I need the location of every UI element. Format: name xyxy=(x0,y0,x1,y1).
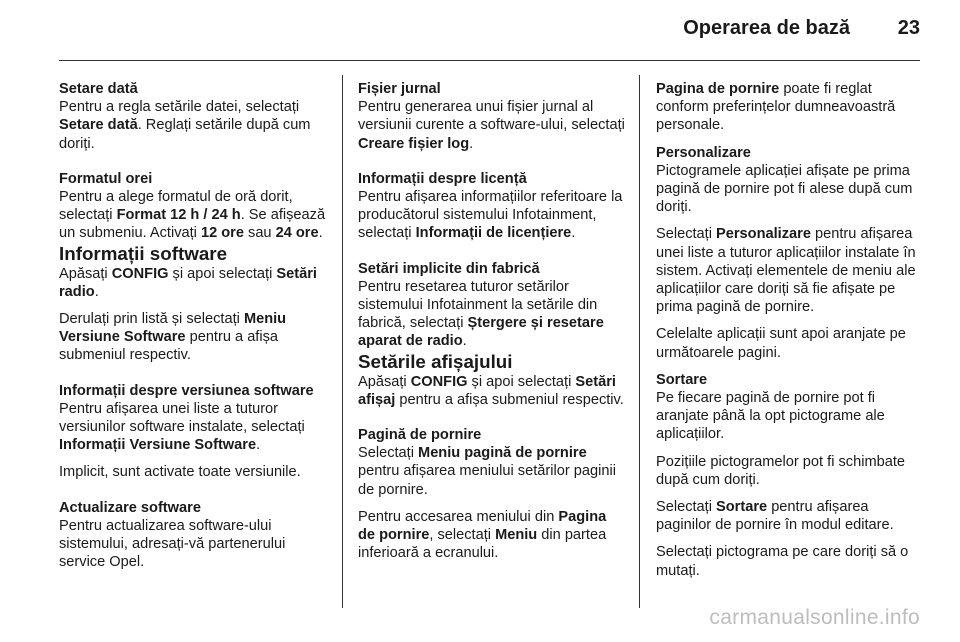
subheading-setari-implicite: Setări implicite din fabrică xyxy=(358,260,540,277)
subheading-informatii-versiune: Informații despre versiunea software xyxy=(59,382,314,399)
paragraph: Derulați prin listă și selectați Meniu Versiune Software pentru a afișa submeniul respectiv. xyxy=(59,311,287,364)
paragraph: Apăsați CONFIG și apoi selectați Setări radio. xyxy=(59,265,317,300)
paragraph: Selectați Personalizare pentru afișarea unei liste a tuturor aplicațiilor instalate în sistem. Activați elementele de meniu ale aplicațiilor care doriți să fie afișate pe prima pagină de pornire. xyxy=(656,226,916,316)
page-header-title: Operarea de bază xyxy=(683,17,850,39)
paragraph: Pentru generarea unui fișier jurnal al versiunii curente a software-ului, selectați Creare fișier log. xyxy=(358,99,625,152)
subheading-sortare: Sortare xyxy=(656,371,708,388)
paragraph: Implicit, sunt activate toate versiunile. xyxy=(59,464,301,481)
paragraph: Pentru accesarea meniului din Pagina de pornire, selectați Meniu din partea inferioară a ecranului. xyxy=(358,508,607,562)
paragraph: Pentru afișarea unei liste a tuturor versiunilor software instalate, selectați Informații Versiune Software. xyxy=(59,400,305,454)
paragraph: Pentru actualizarea software-ului sistemului, adresați-vă partenerului service Opel. xyxy=(59,517,286,571)
paragraph: Pentru afișarea informațiilor referitoare la producătorul sistemului Infotainment, selectați Informații de licențiere. xyxy=(358,189,623,242)
paragraph: Selectați Meniu pagină de pornire pentru afișarea meniului setărilor paginii de pornire. xyxy=(358,445,616,498)
page-number: 23 xyxy=(897,17,920,39)
column-divider-1 xyxy=(342,75,343,608)
column-divider-2 xyxy=(639,75,640,608)
section-heading-setarile-afisajului: Setările afișajului xyxy=(358,350,513,372)
paragraph: Pe fiecare pagină de pornire pot fi aranjate până la opt pictograme ale aplicațiilor. xyxy=(656,390,885,443)
paragraph: Pictogramele aplicației afișate pe prima pagină de pornire pot fi alese după cum doriți. xyxy=(656,162,913,216)
subheading-personalizare: Personalizare xyxy=(656,144,751,161)
paragraph: Selectați pictograma pe care doriți să o mutați. xyxy=(656,544,909,579)
column-3 xyxy=(656,80,924,580)
subheading-formatul-orei: Formatul orei xyxy=(59,170,153,187)
column-2 xyxy=(358,80,626,562)
paragraph: Pagina de pornire poate fi reglat conform preferințelor dumneavoastră personale. xyxy=(656,81,896,134)
paragraph: Pozițiile pictogramelor pot fi schimbate după cum doriți. xyxy=(656,453,906,488)
paragraph: Pentru a regla setările datei, selectați Setare dată. Reglați setările după cum doriți. xyxy=(59,99,311,152)
paragraph: Pentru a alege formatul de oră dorit, selectați Format 12 h / 24 h. Se afișează un submeniu. Activați 12 ore sau 24 ore. xyxy=(59,189,326,242)
paragraph: Selectați Sortare pentru afișarea paginilor de pornire în modul editare. xyxy=(656,499,894,534)
paragraph: Pentru resetarea tuturor setărilor sistemului Infotainment la setările din fabrică, selectați Ștergere și resetare aparat de radio. xyxy=(358,278,604,350)
header-divider xyxy=(59,60,920,61)
paragraph: Apăsați CONFIG și apoi selectați Setări afișaj pentru a afișa submeniul respectiv. xyxy=(358,373,624,408)
subheading-informatii-licenta: Informații despre licență xyxy=(358,170,527,187)
paragraph: Celelalte aplicații sunt apoi aranjate pe următoarele pagini. xyxy=(656,326,906,361)
subheading-setare-data: Setare dată xyxy=(59,81,138,97)
subheading-pagina-de-pornire: Pagină de pornire xyxy=(358,427,482,444)
subheading-fisier-jurnal: Fișier jurnal xyxy=(358,81,441,97)
watermark: carmanualsonline.info xyxy=(709,606,920,629)
subheading-actualizare-software: Actualizare software xyxy=(59,499,201,516)
column-1 xyxy=(59,80,329,571)
section-heading-informatii-software: Informații software xyxy=(59,242,228,264)
